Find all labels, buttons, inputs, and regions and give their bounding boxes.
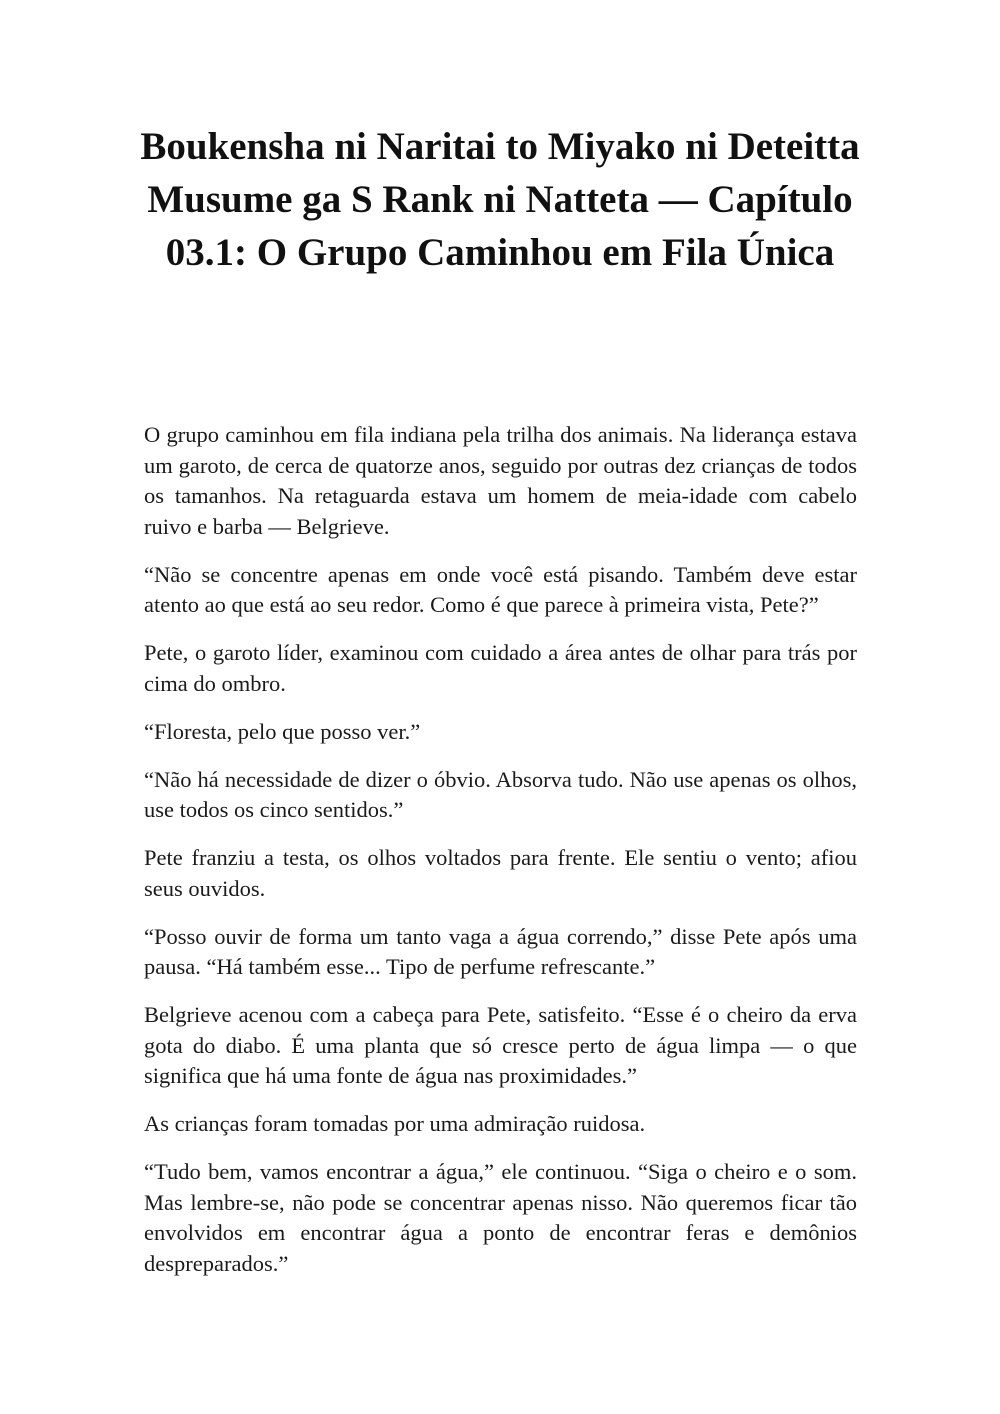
paragraph: “Não há necessidade de dizer o óbvio. Absorva tudo. Não use apenas os olhos, use todos os cinco sentidos.” (144, 766, 857, 822)
paragraph: Pete, o garoto líder, examinou com cuidado a área antes de olhar para trás por cima do ombro. (144, 640, 857, 696)
chapter-title: Boukensha ni Naritai to Miyako ni Deteitta Musume ga S Rank ni Natteta — Capítulo 03.1: O Grupo Caminhou em Fila Única (140, 125, 860, 274)
paragraph: Belgrieve acenou com a cabeça para Pete, satisfeito. “Esse é o cheiro da erva gota do diabo. É uma planta que só cresce perto de água limpa — o que significa que há uma fonte de água nas proximidades.” (144, 1002, 857, 1088)
chapter-body (144, 420, 857, 1297)
paragraph: “Posso ouvir de forma um tanto vaga a água correndo,” disse Pete após uma pausa. “Há também esse... Tipo de perfume refrescante.” (144, 923, 857, 979)
paragraph: Pete franziu a testa, os olhos voltados para frente. Ele sentiu o vento; afiou seus ouvidos. (144, 845, 857, 901)
paragraph: “Floresta, pelo que posso ver.” (144, 718, 421, 744)
paragraph: As crianças foram tomadas por uma admiração ruidosa. (144, 1111, 646, 1136)
paragraph: O grupo caminhou em fila indiana pela trilha dos animais. Na liderança estava um garoto, de cerca de quatorze anos, seguido por outras dez crianças de todos os tamanhos. Na retaguarda estava um homem de meia-idade com cabelo ruivo e barba — Belgrieve. (144, 422, 857, 539)
paragraph: “Não se concentre apenas em onde você está pisando. Também deve estar atento ao que está ao seu redor. Como é que parece à primeira vista, Pete?” (144, 561, 857, 617)
paragraph: “Tudo bem, vamos encontrar a água,” ele continuou. “Siga o cheiro e o som. Mas lembre-se, não pode se concentrar apenas nisso. Não queremos ficar tão envolvidos em encontrar água a ponto de encontrar feras e demônios despreparados.” (144, 1159, 857, 1276)
